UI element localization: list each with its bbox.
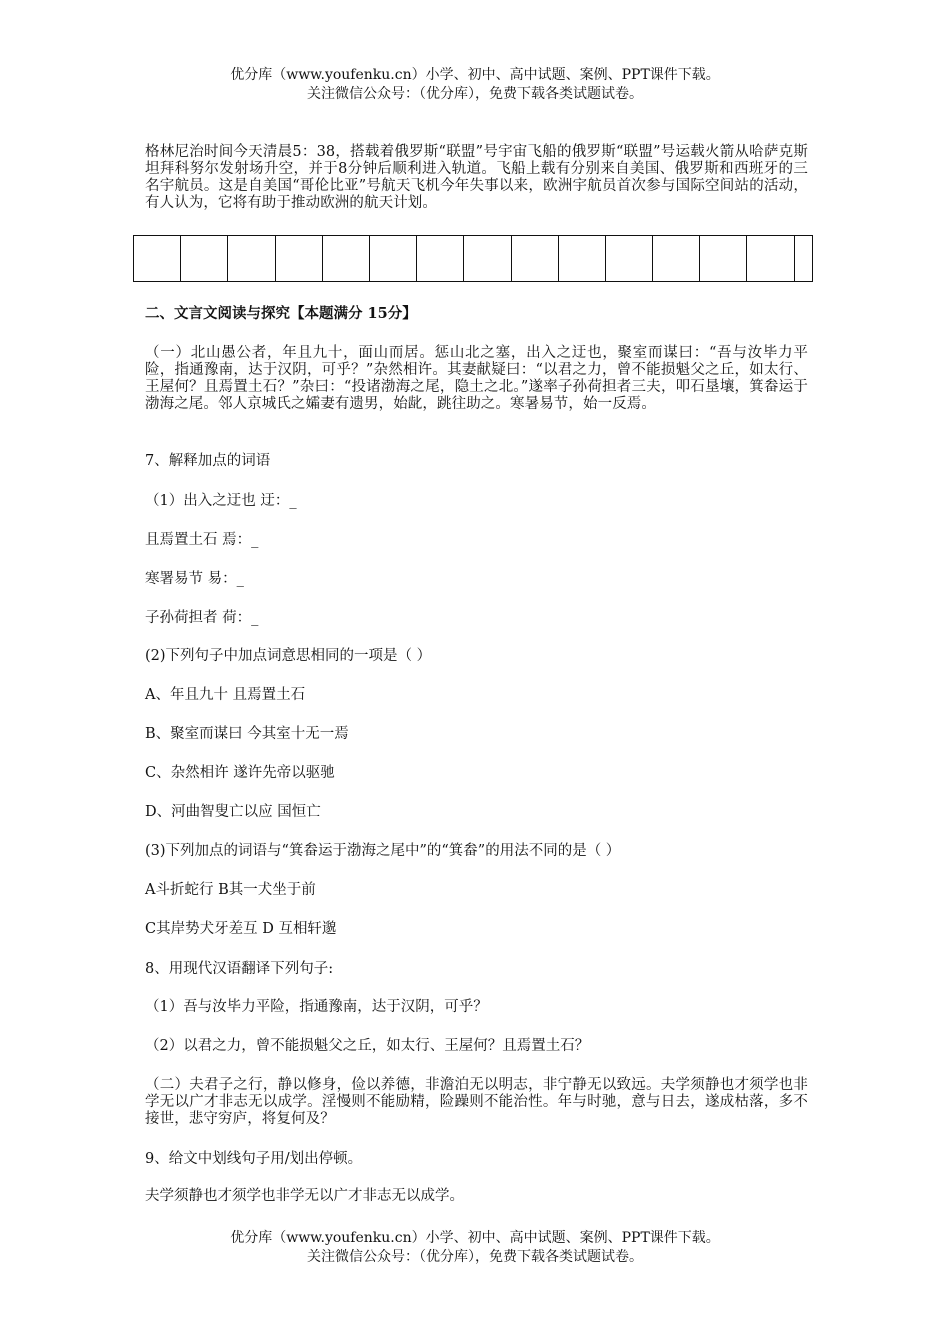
passage-yugong: （一）北山愚公者，年且九十，面山而居。惩山北之塞，出入之迂也，聚室而谋曰：“吾与汝毕力平险，指通豫南，达于汉阴，可乎？”杂然相许。其妻献疑曰：“以君之力，曾不能损魁父之丘，如太行、王屋何？且焉置土石？”杂曰：“投诸渤海之尾，隐土之北。”遂率子孙荷担者三夫，叩石垦壤，箕畚运于渤海之尾。邻人京城氏之孀妻有遗男，始龀，跳往助之。寒暑易节，始一反焉。 — [145, 345, 808, 412]
q7-item-1: （1）出入之迂也 迂：_ — [145, 493, 297, 509]
passage-jiezishu: （二）夫君子之行，静以修身，俭以养德，非澹泊无以明志，非宁静无以致远。夫学须静也才须学也非学无以广才非志无以成学。淫慢则不能励精，险躁则不能治性。年与时驰，意与日去，遂成枯落，多不接世，悲守穷庐，将复何及？ — [145, 1077, 808, 1127]
q9-sentence: 夫学须静也才须学也非学无以广才非志无以成学。 — [145, 1188, 464, 1204]
answer-grid-cell[interactable] — [559, 236, 606, 281]
header-line-1: 优分库（www.youfenku.cn）小学、初中、高中试题、案例、PPT课件下载。 — [230, 67, 720, 83]
answer-grid-cell[interactable] — [747, 236, 794, 281]
q8-item-2: （2）以君之力，曾不能损魁父之丘，如太行、王屋何？且焉置土石？ — [145, 1038, 590, 1054]
q7-part3-title: (3)下列加点的词语与“箕畚运于渤海之尾中”的“箕畚”的用法不同的是（ ） — [145, 843, 621, 859]
q7-title: 7、解释加点的词语 — [145, 453, 271, 469]
q8-item-1: （1）吾与汝毕力平险，指通豫南，达于汉阴，可乎？ — [145, 999, 488, 1015]
answer-grid — [133, 235, 813, 282]
answer-grid-cell[interactable] — [181, 236, 228, 281]
q7-item-2: 且焉置土石 焉：_ — [145, 532, 259, 548]
answer-grid-cell[interactable] — [228, 236, 275, 281]
answer-grid-cell[interactable] — [276, 236, 323, 281]
answer-grid-cell[interactable] — [134, 236, 181, 281]
q7-part3-options-ab: A斗折蛇行 B其一犬坐于前 — [145, 882, 316, 898]
answer-grid-cell[interactable] — [323, 236, 370, 281]
section-2-title: 二、文言文阅读与探究【本题满分 15分】 — [145, 305, 417, 322]
q7-part2-option-c: C、杂然相许 遂许先帝以驱驰 — [145, 765, 335, 781]
answer-grid-cell[interactable] — [464, 236, 511, 281]
answer-grid-cell[interactable] — [512, 236, 559, 281]
news-paragraph: 格林尼治时间今天清晨5：38，搭载着俄罗斯“联盟”号宇宙飞船的俄罗斯“联盟”号运载火箭从哈萨克斯坦拜科努尔发射场升空，并于8分钟后顺利进入轨道。飞船上载有分别来自美国、俄罗斯和西班牙的三名宇航员。这是自美国“哥伦比亚”号航天飞机今年失事以来，欧洲宇航员首次参与国际空间站的活动，有人认为，它将有助于推动欧洲的航天计划。 — [145, 144, 808, 211]
answer-grid-cell[interactable] — [370, 236, 417, 281]
footer-line-1: 优分库（www.youfenku.cn）小学、初中、高中试题、案例、PPT课件下载。 — [230, 1230, 720, 1246]
page-footer — [0, 1229, 950, 1267]
answer-grid-cell[interactable] — [653, 236, 700, 281]
q9-title: 9、给文中划线句子用/划出停顿。 — [145, 1151, 363, 1167]
answer-grid-cell[interactable] — [700, 236, 747, 281]
answer-grid-cell[interactable] — [795, 236, 812, 281]
answer-grid-cell[interactable] — [606, 236, 653, 281]
q7-part2-title: (2)下列句子中加点词意思相同的一项是（ ） — [145, 648, 432, 664]
answer-grid-cell[interactable] — [417, 236, 464, 281]
q7-part2-option-a: A、年且九十 且焉置土石 — [145, 687, 306, 703]
q7-item-4: 子孙荷担者 荷：_ — [145, 610, 259, 626]
q8-title: 8、用现代汉语翻译下列句子: — [145, 961, 334, 977]
page-header — [0, 66, 950, 104]
q7-part2-option-d: D、河曲智叟亡以应 国恒亡 — [145, 804, 321, 820]
footer-line-2: 关注微信公众号：（优分库），免费下载各类试题试卷。 — [307, 1249, 643, 1265]
q7-part2-option-b: B、聚室而谋曰 今其室十无一焉 — [145, 726, 349, 742]
q7-item-3: 寒署易节 易：_ — [145, 571, 244, 587]
header-line-2: 关注微信公众号：（优分库），免费下载各类试题试卷。 — [307, 86, 643, 102]
q7-part3-options-cd: C其岸势犬牙差互 D 互相轩邈 — [145, 921, 337, 937]
